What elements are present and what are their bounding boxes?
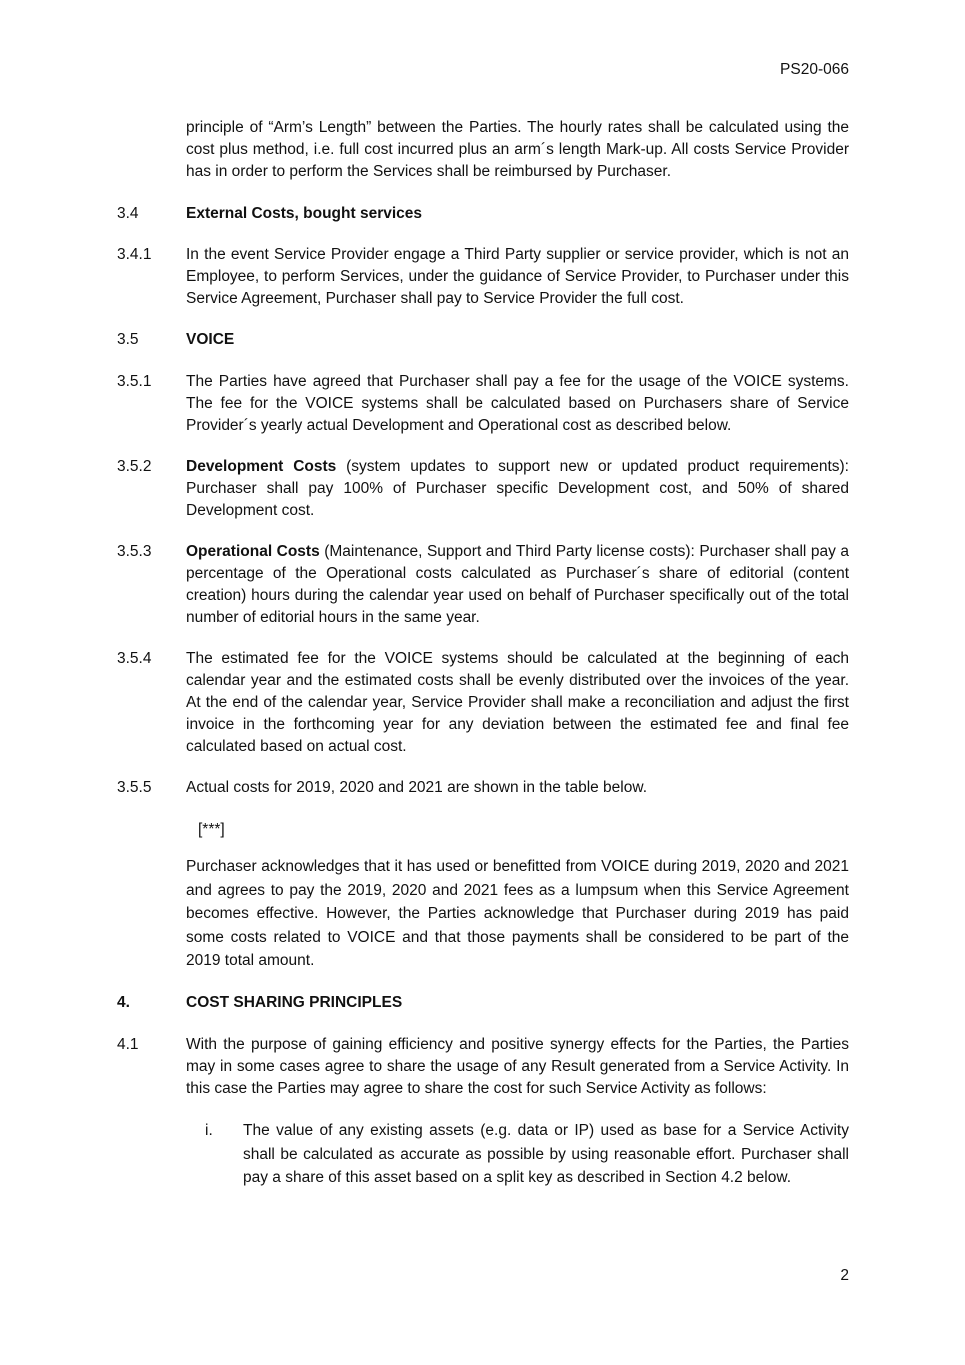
clause-number: 3.5.5 <box>117 779 152 796</box>
clause-body: (system updates to support new or updated product requirements): Purchaser shall pay 100% of Purchaser specific Development cost, and 50% of shared Development cost. <box>186 458 849 519</box>
clause-number: 3.5.3 <box>117 543 152 560</box>
document-reference: PS20-066 <box>780 61 849 78</box>
section-title: COST SHARING PRINCIPLES <box>186 994 403 1011</box>
clause-text: Actual costs for 2019, 2020 and 2021 are shown in the table below. <box>186 779 648 796</box>
section-title: External Costs, bought services <box>186 205 423 222</box>
clause-text: The estimated fee for the VOICE systems should be calculated at the beginning of each calendar year and the estimated costs shall be evenly distributed over the invoices of the year. At the end of the calendar year, Service Provider shall make a reconciliation and adjust the first invoice in the forthcoming year for any deviation between the estimated fee and final fee calculated based on actual cost. <box>186 650 849 755</box>
intro-paragraph: principle of “Arm’s Length” between the Parties. The hourly rates shall be calculated using the cost plus method, i.e. full cost incurred plus an arm´s length Mark-up. All costs Service Provider has in order to perform the Services shall be reimbursed by Purchaser. <box>186 119 849 180</box>
clause-3-5-4 <box>117 648 849 758</box>
page-number: 2 <box>840 1267 849 1284</box>
clause-text <box>186 456 849 522</box>
clause-body: (Maintenance, Support and Third Party license costs): Purchaser shall pay a percentage of the Operational costs calculated as Purchaser´s share of editorial (content creation) hours during the calendar year used on behalf of Purchaser specifically out of the total number of editorial hours in the same year. <box>186 543 850 626</box>
clause-3-5-5 <box>117 777 849 799</box>
clause-term: Development Costs <box>186 458 337 475</box>
section-number: 3.4 <box>117 205 139 222</box>
clause-text <box>186 541 849 629</box>
list-item-number: i. <box>205 1122 213 1139</box>
clause-3-5-3 <box>117 541 849 629</box>
section-3-4-heading <box>117 203 849 225</box>
section-number: 4. <box>117 994 130 1011</box>
clause-text: The Parties have agreed that Purchaser shall pay a fee for the usage of the VOICE systems. The fee for the VOICE systems shall be calculated based on Purchasers share of Service Provider´s yearly actual Development and Operational cost as described below. <box>186 373 849 434</box>
clause-number: 3.4.1 <box>117 246 152 263</box>
section-title: VOICE <box>186 331 235 348</box>
section-3-5-heading <box>117 329 849 351</box>
list-item <box>186 1119 849 1190</box>
clause-number: 4.1 <box>117 1036 139 1053</box>
clause-3-5-2 <box>117 456 849 522</box>
section-4-heading <box>117 992 849 1014</box>
clause-text: In the event Service Provider engage a Third Party supplier or service provider, which is not an Employee, to perform Services, under the guidance of Service Provider, to Purchaser under this Service Agreement, Purchaser shall pay to Service Provider the full cost. <box>186 246 849 307</box>
clause-4-1 <box>117 1034 849 1100</box>
acknowledgement-paragraph: Purchaser acknowledges that it has used or benefitted from VOICE during 2019, 2020 and 2021 and agrees to pay the 2019, 2020 and 2021 fees as a lumpsum when this Service Agreement becomes effective. However, the Parties acknowledge that Purchaser during 2019 has paid some costs related to VOICE and that those payments shall be considered to be part of the 2019 total amount. <box>186 858 849 969</box>
clause-term: Operational Costs <box>186 543 320 560</box>
clause-number: 3.5.4 <box>117 650 152 667</box>
clause-3-5-1 <box>117 371 849 437</box>
list-item-text: The value of any existing assets (e.g. data or IP) used as base for a Service Activity shall be calculated as accurate as possible by using reasonable effort. Purchaser shall pay a share of this asset based on a split key as described in Section 4.2 below. <box>243 1122 849 1186</box>
redaction-marker: [***] <box>198 821 225 838</box>
clause-3-4-1 <box>117 244 849 310</box>
section-number: 3.5 <box>117 331 139 348</box>
clause-text: With the purpose of gaining efficiency and positive synergy effects for the Parties, the Parties may in some cases agree to share the usage of any Result generated from a Service Activity. In this case the Parties may agree to share the cost for such Service Activity as follows: <box>186 1036 849 1097</box>
clause-number: 3.5.1 <box>117 373 152 390</box>
clause-number: 3.5.2 <box>117 458 152 475</box>
